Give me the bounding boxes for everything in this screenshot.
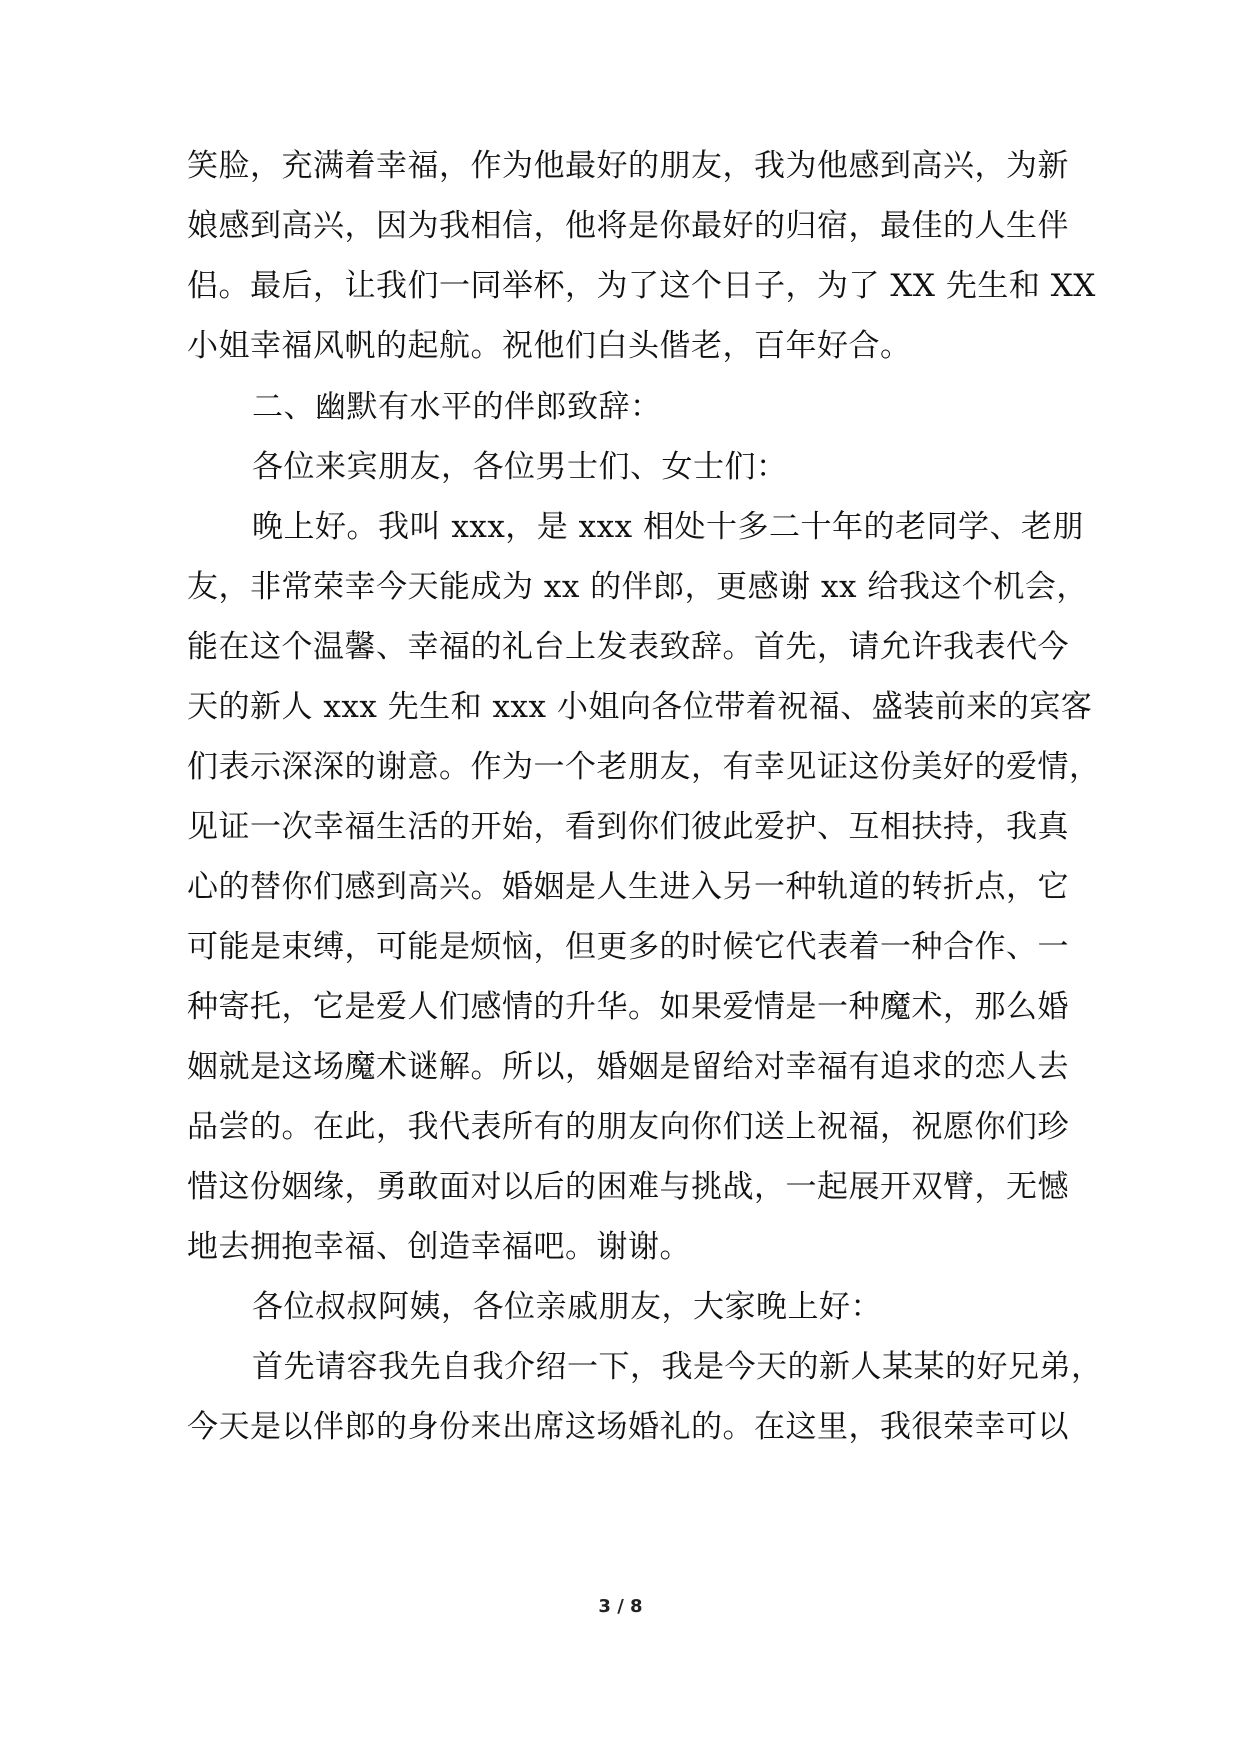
text-line: 今天是以伴郎的身份来出席这场婚礼的。在这里，我很荣幸可以 bbox=[187, 1409, 1069, 1445]
page-number: 3 / 8 bbox=[598, 1596, 643, 1617]
text-line: 各位来宾朋友，各位男士们、女士们： bbox=[252, 449, 788, 485]
text-line: 首先请容我先自我介绍一下，我是今天的新人某某的好兄弟， bbox=[252, 1349, 1103, 1385]
text-line: 晚上好。我叫 xxx，是 xxx 相处十多二十年的老同学、老朋 bbox=[252, 509, 1084, 545]
text-line: 们表示深深的谢意。作为一个老朋友，有幸见证这份美好的爱情， bbox=[187, 749, 1101, 785]
text-line: 姻就是这场魔术谜解。所以，婚姻是留给对幸福有追求的恋人去 bbox=[187, 1049, 1069, 1085]
text-line: 见证一次幸福生活的开始，看到你们彼此爱护、互相扶持，我真 bbox=[187, 809, 1069, 845]
text-line: 惜这份姻缘，勇敢面对以后的困难与挑战，一起展开双臂，无憾 bbox=[187, 1169, 1069, 1205]
text-line: 小姐幸福风帆的起航。祝他们白头偕老，百年好合。 bbox=[187, 328, 912, 364]
text-line: 可能是束缚，可能是烦恼，但更多的时候它代表着一种合作、一 bbox=[187, 929, 1069, 965]
text-line: 侣。最后，让我们一同举杯，为了这个日子，为了 XX 先生和 XX bbox=[187, 268, 1096, 304]
text-line: 品尝的。在此，我代表所有的朋友向你们送上祝福，祝愿你们珍 bbox=[187, 1109, 1069, 1145]
section-heading: 二、幽默有水平的伴郎致辞： bbox=[252, 389, 662, 425]
text-line: 笑脸，充满着幸福，作为他最好的朋友，我为他感到高兴，为新 bbox=[187, 148, 1069, 184]
text-line: 心的替你们感到高兴。婚姻是人生进入另一种轨道的转折点，它 bbox=[187, 869, 1069, 905]
text-line: 地去拥抱幸福、创造幸福吧。谢谢。 bbox=[187, 1229, 691, 1265]
text-line: 友，非常荣幸今天能成为 xx 的伴郎，更感谢 xx 给我这个机会， bbox=[187, 569, 1088, 605]
text-line: 能在这个温馨、幸福的礼台上发表致辞。首先，请允许我表代今 bbox=[187, 629, 1069, 665]
text-line: 天的新人 xxx 先生和 xxx 小姐向各位带着祝福、盛装前来的宾客 bbox=[187, 689, 1093, 725]
text-line: 娘感到高兴，因为我相信，他将是你最好的归宿，最佳的人生伴 bbox=[187, 208, 1069, 244]
text-line: 种寄托，它是爱人们感情的升华。如果爱情是一种魔术，那么婚 bbox=[187, 989, 1069, 1025]
text-line: 各位叔叔阿姨，各位亲戚朋友，大家晚上好： bbox=[252, 1289, 882, 1325]
